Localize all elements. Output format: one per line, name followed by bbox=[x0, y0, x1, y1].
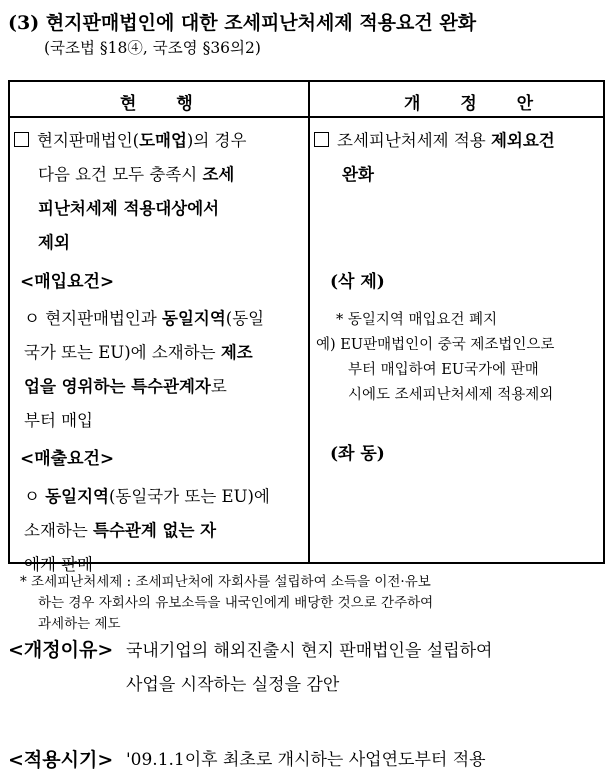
revised-same: (좌 동) bbox=[330, 444, 385, 464]
header-divider bbox=[10, 116, 603, 118]
checkbox-square-icon bbox=[314, 132, 329, 147]
purchase-requirement-heading: <매입요건> bbox=[20, 272, 115, 292]
revision-reason-label: <개정이유> bbox=[8, 639, 114, 661]
header-current: 현 행 bbox=[120, 94, 210, 114]
section-title: (3) 현지판매법인에 대한 조세피난처세제 적용요건 완화 bbox=[8, 12, 477, 34]
checkbox-square-icon bbox=[14, 132, 29, 147]
effective-date-text: '09.1.1이후 최초로 개시하는 사업연도부터 적용 bbox=[126, 750, 486, 770]
revised-deleted: (삭 제) bbox=[330, 272, 385, 292]
column-divider bbox=[308, 82, 310, 562]
circle-bullet-icon: ㅇ bbox=[24, 309, 40, 328]
current-main-item: 현지판매법인(도매업)의 경우 다음 요건 모두 충족시 조세 피난처세제 적용대상에서 제외 bbox=[14, 124, 304, 260]
purchase-requirement: ㅇ 현지판매법인과 동일지역(동일 국가 또는 EU)에 소재하는 제조 업을 영위하는 특수관계자로 부터 매입 bbox=[24, 309, 265, 430]
footnote: * 조세피난처세제 : 조세피난처에 자회사를 설립하여 소득을 이전·유보 하는 경우 자회사의 유보소득을 내국인에게 배당한 것으로 간주하여 과세하는 제도 bbox=[20, 574, 434, 632]
sales-requirement-heading: <매출요건> bbox=[20, 449, 115, 469]
header-revised: 개 정 안 bbox=[404, 94, 551, 114]
law-reference: (국조법 §18④, 국조영 §36의2) bbox=[44, 39, 261, 57]
effective-date-label: <적용시기> bbox=[8, 749, 114, 771]
comparison-table bbox=[8, 80, 605, 574]
sales-requirement: ㅇ 동일지역(동일국가 또는 EU)에 소재하는 특수관계 없는 자 에게 판매 bbox=[24, 487, 270, 574]
revision-reason-text: 국내기업의 해외진출시 현지 판매법인을 설립하여 사업을 시작하는 실정을 감안 bbox=[126, 641, 493, 695]
revised-example: 예) EU판매법인이 중국 제조법인으로 부터 매입하여 EU국가에 판매 시에도 조세피난처세제 적용제외 bbox=[316, 337, 555, 403]
revised-main-item: 조세피난처세제 적용 제외요건 완화 bbox=[314, 124, 604, 192]
revised-note: * 동일지역 매입요건 폐지 bbox=[336, 312, 498, 328]
circle-bullet-icon: ㅇ bbox=[24, 487, 40, 506]
